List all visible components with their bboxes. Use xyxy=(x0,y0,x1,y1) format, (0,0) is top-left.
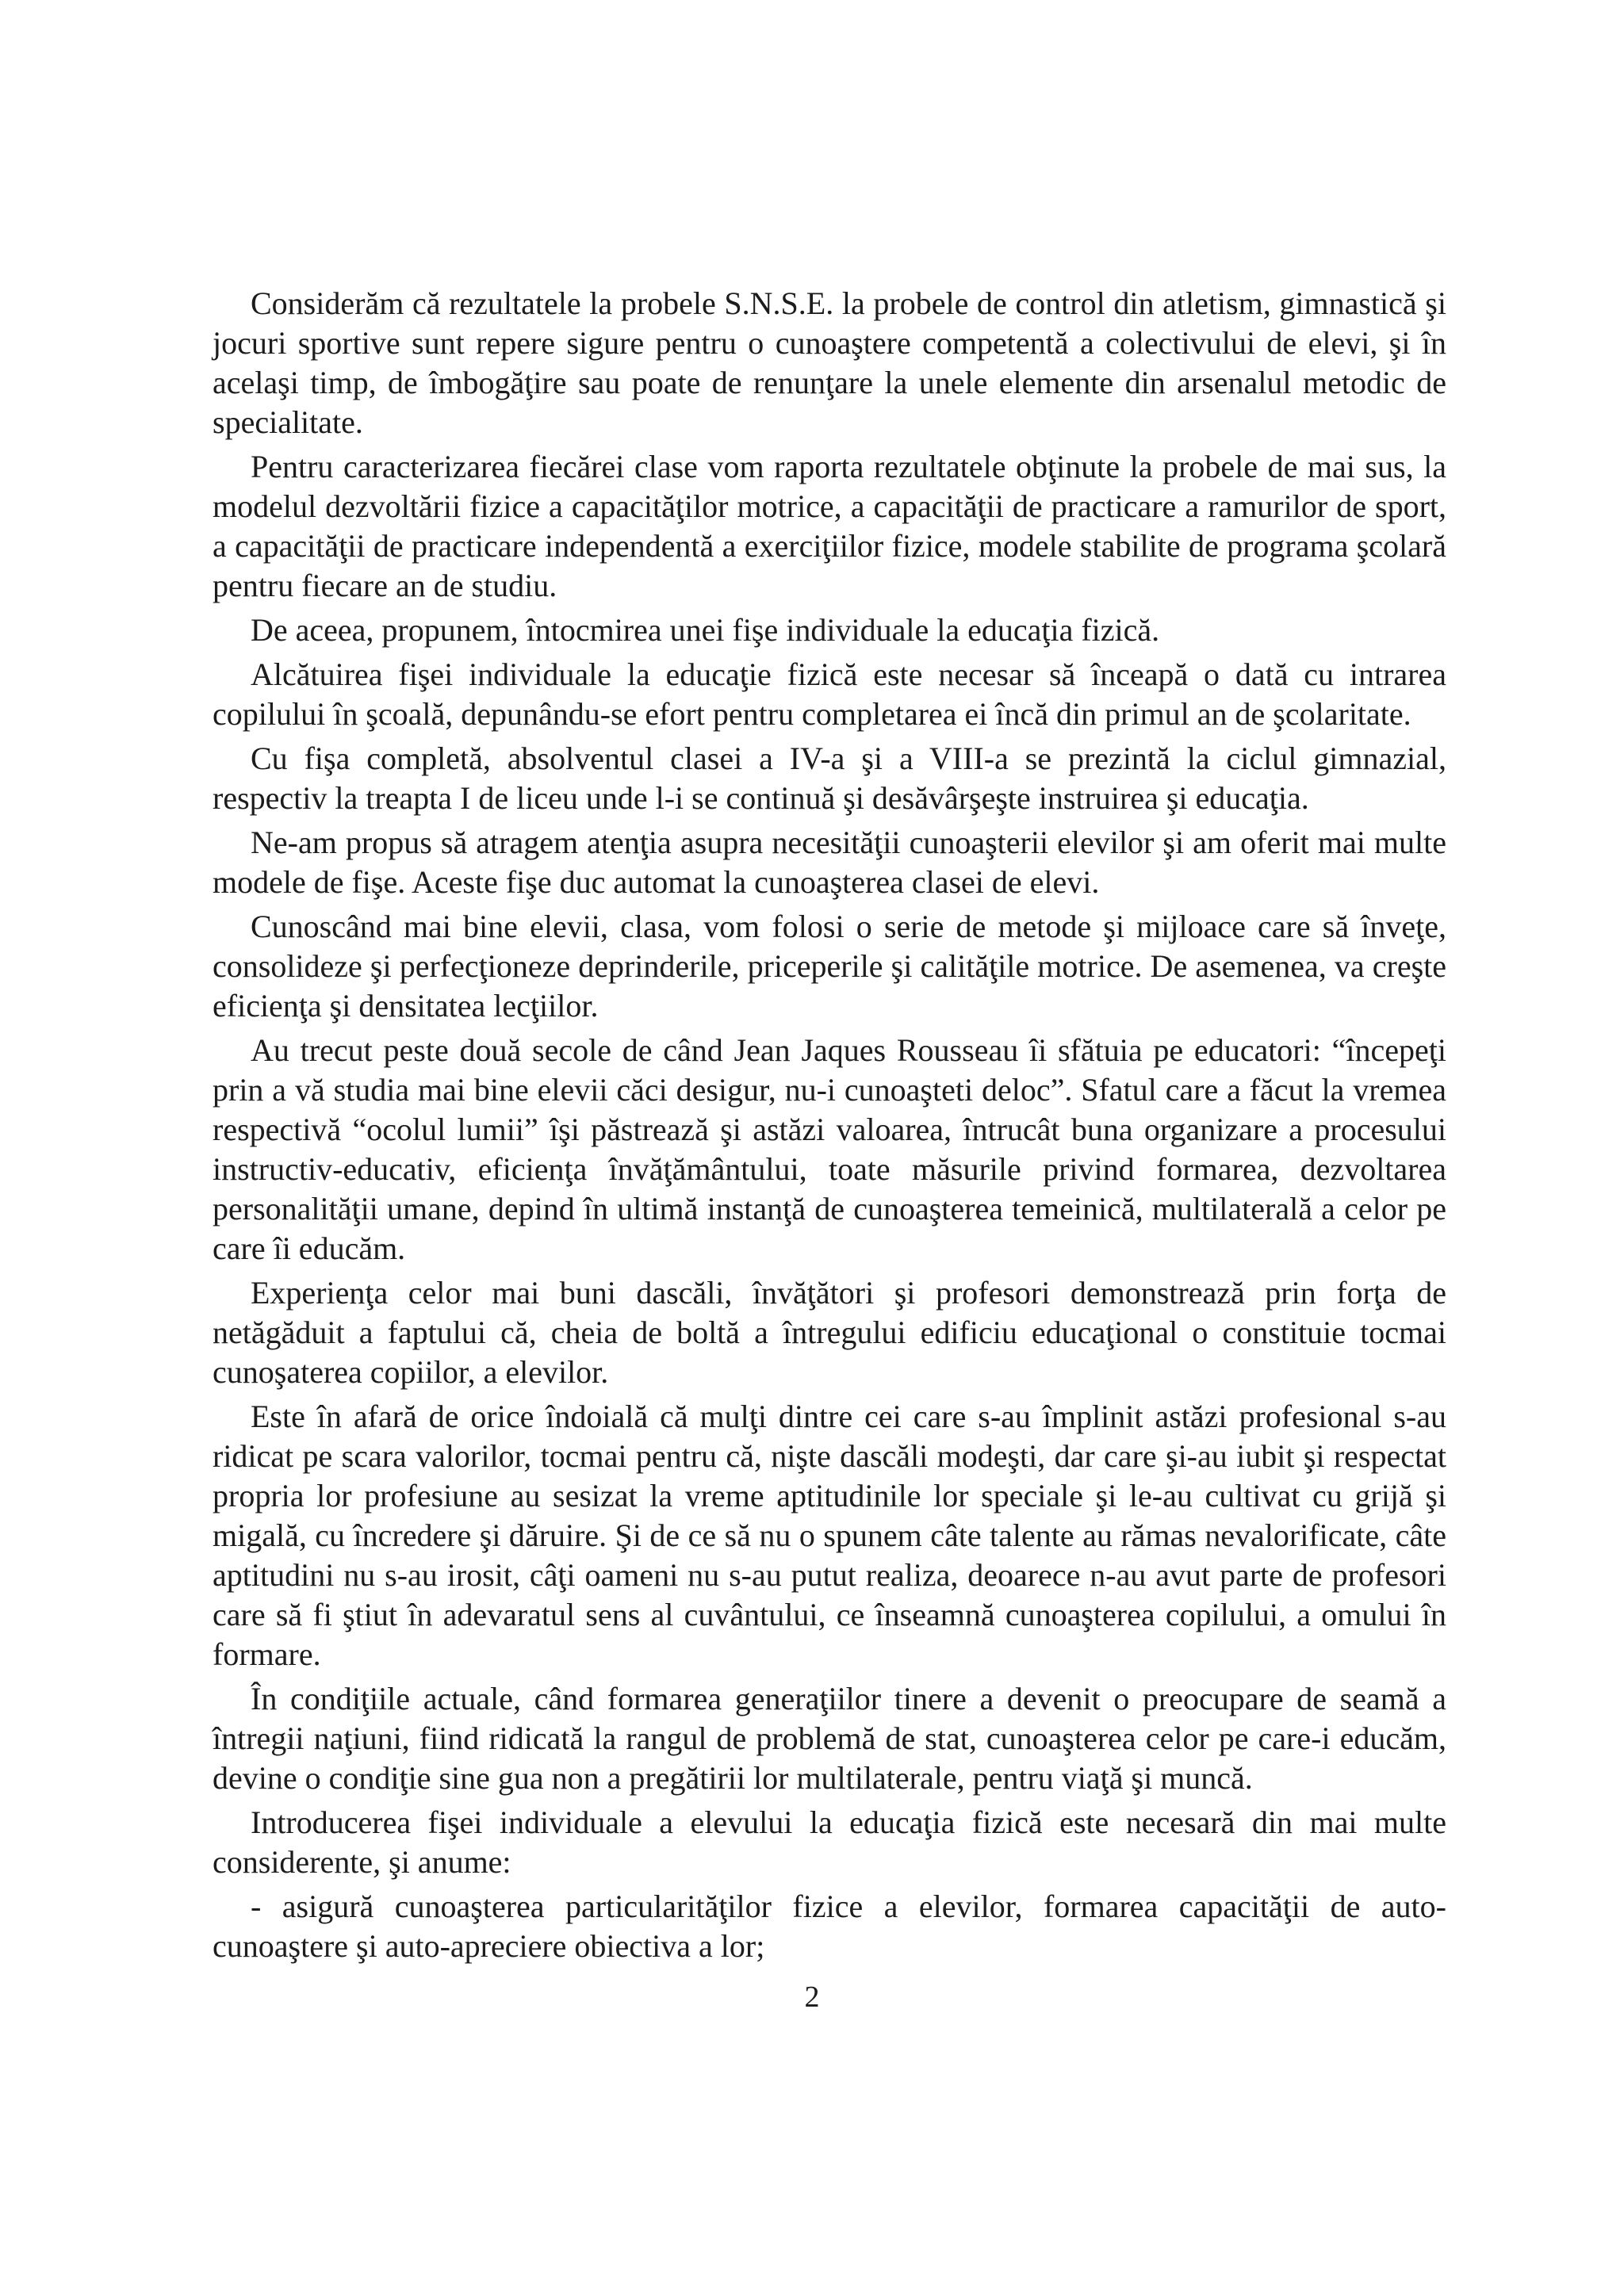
paragraph: Introducerea fişei individuale a elevului la educaţia fizică este necesară din mai multe considerente, şi anume: xyxy=(213,1804,1446,1880)
paragraph: Experienţa celor mai buni dascăli, învăţători şi profesori demonstrează prin forţa de netăgăduit a faptului că, cheia de boltă a întregului edificiu educaţional o constituie tocmai cunoşaterea copiilor, a elevilor. xyxy=(213,1275,1446,1390)
paragraph: Este în afară de orice îndoială că mulţi dintre cei care s-au împlinit astăzi profesional s-au ridicat pe scara valorilor, tocmai pentru că, nişte dascăli modeşti, dar care şi-au iubit şi respectat propria lor profesiune au sesizat la vreme aptitudinile lor speciale şi le-au cultivat cu grijă şi migală, cu încredere şi dăruire. Şi de ce să nu o spunem câte talente au rămas nevalorificate, câte aptitudini nu s-au irosit, câţi oameni nu s-au putut realiza, deoarece n-au avut parte de profesori care să fi ştiut în adevaratul sens al cuvântului, ce înseamnă cunoaşterea copilului, a omului în formare. xyxy=(213,1399,1446,1672)
paragraph: Cunoscând mai bine elevii, clasa, vom folosi o serie de metode şi mijloace care să înveţe, consolideze şi perfecţioneze deprinderile, priceperile şi calităţile motrice. De asemenea, va creşte eficienţa şi densitatea lecţiilor. xyxy=(213,909,1446,1024)
paragraph: De aceea, propunem, întocmirea unei fişe individuale la educaţia fizică. xyxy=(251,612,1160,648)
body-text xyxy=(213,284,1446,1969)
paragraph: Pentru caracterizarea fiecărei clase vom raporta rezultatele obţinute la probele de mai sus, la modelul dezvoltării fizice a capacităţilor motrice, a capacităţii de practicare a ramurilor de sport, a capacităţii de practicare independentă a exerciţiilor fizice, modele stabilite de programa şcolară pentru fiecare an de studiu. xyxy=(213,449,1446,603)
paragraph: Cu fişa completă, absolventul clasei a IV-a şi a VIII-a se prezintă la ciclul gimnazial, respectiv la treapta I de liceu unde l-i se continuă şi desăvârşeşte instruirea şi educaţia. xyxy=(213,740,1446,816)
page-number: 2 xyxy=(804,1980,820,2014)
paragraph: Considerăm că rezultatele la probele S.N.S.E. la probele de control din atletism, gimnastică şi jocuri sportive sunt repere sigure pentru o cunoaştere competentă a colectivului de elevi, şi în acelaşi timp, de îmbogăţire sau poate de renunţare la unele elemente din arsenalul metodic de specialitate. xyxy=(213,285,1446,440)
paragraph: Au trecut peste două secole de când Jean Jaques Rousseau îi sfătuia pe educatori: “începeţi prin a vă studia mai bine elevii căci desigur, nu-i cunoaşteti deloc”. Sfatul care a făcut la vremea respectivă “ocolul lumii” îşi păstrează şi astăzi valoarea, întrucât buna organizare a procesului instructiv-educativ, eficienţa învăţământului, toate măsurile privind formarea, dezvoltarea personalităţii umane, depind în ultimă instanţă de cunoaşterea temeinică, multilaterală a celor pe care îi educăm. xyxy=(213,1032,1446,1266)
paragraph: Alcătuirea fişei individuale la educaţie fizică este necesar să înceapă o dată cu intrarea copilului în şcoală, depunându-se efort pentru completarea ei încă din primul an de şcolaritate. xyxy=(213,656,1446,732)
paragraph: Ne-am propus să atragem atenţia asupra necesităţii cunoaşterii elevilor şi am oferit mai multe modele de fişe. Aceste fişe duc automat la cunoaşterea clasei de elevi. xyxy=(213,825,1446,900)
list-item: - asigură cunoaşterea particularităţilor fizice a elevilor, formarea capacităţii de auto-cunoaştere şi auto-apreciere obiectiva a lor; xyxy=(213,1888,1446,1964)
paragraph: În condiţiile actuale, când formarea generaţiilor tinere a devenit o preocupare de seamă a întregii naţiuni, fiind ridicată la rangul de problemă de stat, cunoaşterea celor pe care-i educăm, devine o condiţie sine gua non a pregătirii lor multilaterale, pentru viaţă şi muncă. xyxy=(213,1681,1446,1796)
